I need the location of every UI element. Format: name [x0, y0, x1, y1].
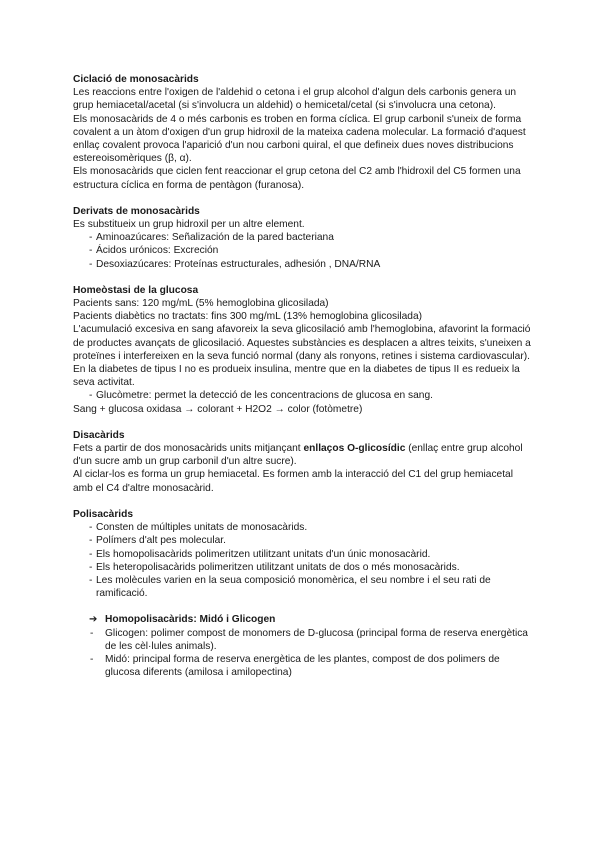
derivats-list — [73, 231, 535, 271]
paragraph: Pacients sans: 120 mg/mL (5% hemoglobina glicosilada) — [73, 298, 329, 310]
bold-term: enllaços O-glicosídic — [303, 443, 406, 455]
list-item: - Els heteropolisacàrids polimeritzen utilitzant unitats de dos o més monosacàrids. — [73, 561, 535, 574]
polisacarids-list — [73, 521, 535, 600]
section-polisacarids — [73, 508, 535, 679]
list-item: - Glicogen: polimer compost de monomers de D-glucosa (principal forma de reserva energètica de les cèl·lules animals). — [89, 627, 535, 653]
list-item: - Aminoazúcares: Señalización de la pared bacteriana — [73, 231, 535, 244]
list-item: - Desoxiazúcares: Proteínas estructurales, adhesión , DNA/RNA — [73, 258, 535, 271]
list-item: - Midó: principal forma de reserva energètica de les plantes, compost de dos polimers de glucosa diferents (amilosa i amilopectina) — [89, 653, 535, 679]
section-title-disacarids: Disacàrids — [73, 429, 125, 441]
paragraph: En la diabetes de tipus I no es produeix insulina, mentre que en la diabetes de tipus II es redueix la seva activitat. — [73, 364, 520, 389]
arrow-icon: ➔ — [89, 614, 98, 626]
paragraph: Pacients diabètics no tractats: fins 300 mg/mL (13% hemoglobina glicosilada) — [73, 311, 423, 323]
list-item: - Les molècules varien en la seua composició monomèrica, el seu nombre i el seu rati de ramificació. — [73, 574, 535, 600]
paragraph: Les reaccions entre l'oxigen de l'aldehid o cetona i el grup alcohol d'algun dels carbonis genera un grup hemiacetal/acetal (si s'involucra un aldehid) o hemicetal/cetal (si s'involucra una cetona). — [73, 87, 517, 112]
paragraph: Els monosacàrids de 4 o més carbonis es troben en forma cíclica. El grup carbonil s'uneix de forma covalent a un àtom d'oxigen d'un grup hidroxil de la mateixa cadena molecular. La formació d'aquest enllaç covalent provoca l'aparició d'un nou carboni quiral, el que defineix dues noves distribucions estereoisomèriques (β, α). — [73, 113, 526, 165]
subsection-title — [89, 613, 535, 626]
homopolisacarids-list — [89, 627, 535, 680]
text: (enllaç entre grup alcohol d'un sucre amb un grup carbonil d'un altre sucre). — [73, 443, 523, 468]
section-derivats — [73, 205, 535, 271]
paragraph: Es substitueix un grup hidroxil per un altre element. — [73, 219, 305, 231]
homeostasi-list — [73, 389, 535, 402]
section-homeostasi — [73, 284, 535, 416]
list-item: - Polímers d'alt pes molecular. — [73, 534, 535, 547]
section-title-ciclacio: Ciclació de monosacàrids — [73, 74, 199, 85]
text: Fets a partir de dos monosacàrids units mitjançant — [73, 443, 304, 455]
paragraph — [73, 442, 535, 468]
document-page — [73, 73, 535, 692]
section-ciclacio — [73, 73, 535, 192]
section-title-polisacarids: Polisacàrids — [73, 508, 134, 520]
list-item: - Ácidos urónicos: Excreción — [73, 244, 535, 257]
paragraph: L'acumulació excesiva en sang afavoreix la seva glicosilació amb l'hemoglobina, afavorint la formació de productes avançats de glicosilació. Aquestes substàncies es desplacen a altres teixits, s'uneixen a proteïnes i interfereixen en la seva funció normal (dany als ronyons, retines i sistema cardiovascular). — [73, 324, 531, 362]
formula: Sang + glucosa oxidasa → colorant + H2O2 → color (fotòmetre) — [73, 403, 363, 415]
paragraph: Els monosacàrids que ciclen fent reaccionar el grup cetona del C2 amb l'hidroxil del C5 formen una estructura cíclica en forma de pentàgon (furanosa). — [73, 166, 521, 191]
list-item: - Consten de múltiples unitats de monosacàrids. — [73, 521, 535, 534]
subsection-homopolisacarids — [73, 613, 535, 679]
section-disacarids — [73, 429, 535, 495]
section-title-derivats: Derivats de monosacàrids — [73, 205, 200, 217]
subsection-title-text: Homopolisacàrids: Midó i Glicogen — [105, 614, 276, 626]
section-title-homeostasi: Homeòstasi de la glucosa — [73, 284, 199, 296]
list-item: - Els homopolisacàrids polimeritzen utilitzant unitats d'un únic monosacàrid. — [73, 548, 535, 561]
paragraph: Al ciclar-los es forma un grup hemiacetal. Es formen amb la interacció del C1 del grup hemiacetal amb el C4 d'altre monosacàrid. — [73, 469, 513, 494]
list-item: - Glucòmetre: permet la detecció de les concentracions de glucosa en sang. — [73, 389, 535, 402]
